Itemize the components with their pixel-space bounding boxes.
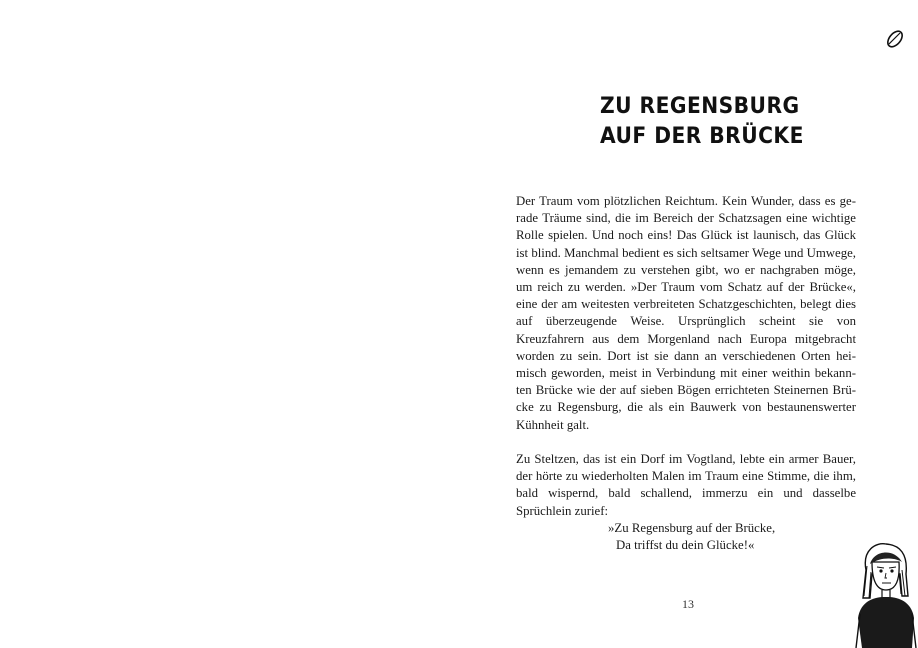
page-number: 13 xyxy=(682,597,694,611)
verse xyxy=(608,520,856,554)
chapter-title-line-1: ZU REGENSBURG xyxy=(600,94,800,119)
verse-line-2: Da triffst du dein Glücke!« xyxy=(616,538,755,553)
chapter-title-line-2: AUF DER BRÜCKE xyxy=(600,124,804,149)
girl-illustration xyxy=(852,540,918,648)
body-text xyxy=(516,193,856,554)
pen-nib-icon xyxy=(884,28,906,50)
paragraph-2: Zu Steltzen, das ist ein Dorf im Vogtland, lebte ein armer Bauer, der hörte zu wiederholten Malen im Traum eine Stimme, die ihm, bald wispernd, bald schallend, immerzu ein und dasselbe Sprüchlein zurief: xyxy=(516,452,856,518)
verse-line-1: »Zu Regensburg auf der Brücke, xyxy=(608,520,776,535)
paragraph-1: Der Traum vom plötzlichen Reichtum. Kein Wunder, dass es gerade Träume sind, die im Bereich der Schatzsagen eine wichtige Rolle spielen. Und noch eins! Das Glück ist launisch, das Glück ist blind. Manchmal bedient es sich seltsamer Wege und Umwege, wenn es jemandem zu verstehen gibt, wo er nachgraben möge, um reich zu werden. »Der Traum vom Schatz auf der Brücke«, eine der am weitesten verbreiteten Schatzgeschichten, belegt dies auf überzeugende Weise. Ursprünglich scheint sie von Kreuzfahrern aus dem Morgenland nach Europa mitgebracht worden zu sein. Dort ist sie dann an verschiedenen Orten heimisch geworden, meist in Verbindung mit einer weithin bekannten Brücke wie der auf sieben Bögen errichteten Steinernen Brücke zu Regensburg, die als ein Bauwerk von bestaunenswerter Kühnheit galt. xyxy=(516,194,856,432)
chapter-title xyxy=(600,92,821,152)
